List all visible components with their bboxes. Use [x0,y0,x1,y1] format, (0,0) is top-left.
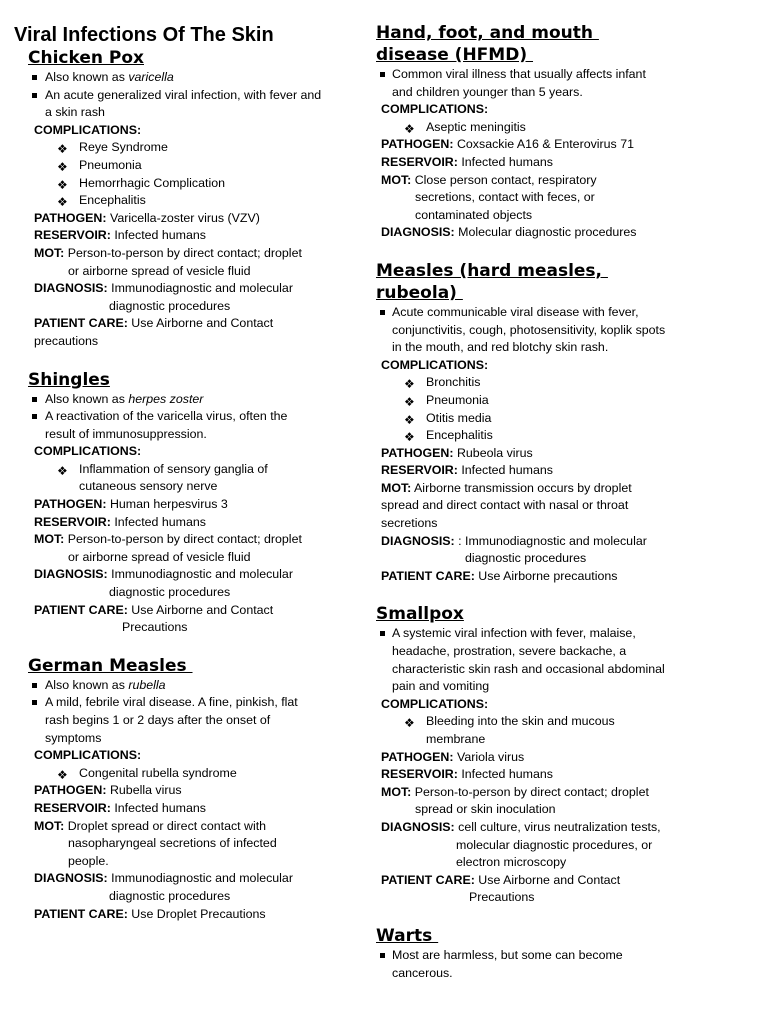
pathogen-row: PATHOGEN: Variola virus [381,749,525,764]
diamond-bullet-icon: ❖ [404,430,415,445]
mot-row: MOT: Person-to-person by direct contact; droplet or airborne spread of vesicle fluid [34,245,302,278]
section-title-shingles: Shingles [28,369,110,390]
list-item: A reactivation of the varicella virus, often the result of immunosuppression. [14,408,344,443]
patient-care-row: PATIENT CARE: Use Airborne and Contact precautions [34,316,274,348]
pathogen-row: PATHOGEN: Human herpesvirus 3 [34,497,228,512]
patient-care-row: PATIENT CARE: Use Airborne and Contact Precautions [381,872,621,905]
list-item: ❖ Bronchitis [376,374,706,392]
list-item: ❖ Congenital rubella syndrome [14,765,344,783]
pathogen-row: PATHOGEN: Rubella virus [34,783,182,798]
complications-list [376,119,706,137]
complications-list [14,461,344,496]
section-title-smallpox: Smallpox [376,604,464,625]
complications-list [376,374,706,444]
reservoir-row: RESERVOIR: Infected humans [34,228,206,243]
diamond-bullet-icon: ❖ [57,142,68,157]
list-item: Also known as varicella [14,69,344,87]
document-title: Viral Infections Of The Skin [14,24,274,46]
reservoir-row: RESERVOIR: Infected humans [381,463,553,478]
square-bullet-icon [32,700,37,705]
section-title-measles: Measles (hard measles, rubeola) [376,260,608,303]
diamond-bullet-icon: ❖ [57,463,68,478]
square-bullet-icon [380,631,385,636]
mot-row: MOT: Close person contact, respiratory secretions, contact with feces, or contaminated objects [381,172,597,222]
square-bullet-icon [32,397,37,402]
square-bullet-icon [380,72,385,77]
list-item: An acute generalized viral infection, with fever and a skin rash [14,87,344,122]
complications-label: COMPLICATIONS: [381,102,489,117]
list-item: ❖ Encephalitis [14,192,344,210]
section-title-german-measles: German Measles [28,655,193,676]
diamond-bullet-icon: ❖ [404,121,415,136]
smallpox-bullets [376,625,706,695]
diamond-bullet-icon: ❖ [404,394,415,409]
chicken-pox-bullets [14,69,344,122]
right-column [376,0,706,982]
diagnosis-row: DIAGNOSIS: Immunodiagnostic and molecular diagnostic procedures [34,871,293,903]
diagnosis-row: DIAGNOSIS: Immunodiagnostic and molecular diagnostic procedures [34,567,293,600]
list-item: Most are harmless, but some can become cancerous. [376,947,706,982]
complications-label: COMPLICATIONS: [381,357,489,372]
complications-label: COMPLICATIONS: [34,748,142,763]
diamond-bullet-icon: ❖ [404,716,415,731]
list-item: Common viral illness that usually affects infant and children younger than 5 years. [376,66,706,101]
square-bullet-icon [32,414,37,419]
list-item: A systemic viral infection with fever, malaise, headache, prostration, severe backache, a characteristic skin rash and occasional abdominal pain and vomiting [376,625,706,695]
mot-row: MOT: Person-to-person by direct contact; droplet or airborne spread of vesicle fluid [34,532,302,564]
square-bullet-icon [32,683,37,688]
pathogen-row: PATHOGEN: Coxsackie A16 & Enterovirus 71 [381,137,634,152]
complications-label: COMPLICATIONS: [381,696,489,711]
list-item: ❖ Reye Syndrome [14,139,344,157]
patient-care-row: PATIENT CARE: Use Airborne precautions [381,568,618,583]
complications-list [14,765,344,783]
warts-bullets [376,947,706,982]
pathogen-row: PATHOGEN: Rubeola virus [381,445,533,460]
list-item: ❖ Pneumonia [376,392,706,410]
diamond-bullet-icon: ❖ [57,767,68,782]
list-item: ❖ Pneumonia [14,157,344,175]
mot-row: MOT: Droplet spread or direct contact with nasopharyngeal secretions of infected people. [34,818,277,868]
list-item: ❖ Bleeding into the skin and mucous membrane [404,714,615,746]
diagnosis-row: DIAGNOSIS: Molecular diagnostic procedures [381,225,637,240]
list-item: ❖ Hemorrhagic Complication [14,175,344,193]
diagnosis-row: DIAGNOSIS: : Immunodiagnostic and molecular diagnostic procedures [381,533,647,566]
diagnosis-row: DIAGNOSIS: cell culture, virus neutralization tests, molecular diagnostic procedures, or electron microscopy [381,819,661,870]
square-bullet-icon [32,75,37,80]
complications-label: COMPLICATIONS: [34,122,142,137]
square-bullet-icon [380,310,385,315]
patient-care-row: PATIENT CARE: Use Droplet Precautions [34,906,266,921]
diagnosis-row: DIAGNOSIS: Immunodiagnostic and molecular diagnostic procedures [34,281,293,313]
list-item: Also known as rubella [14,677,344,695]
diamond-bullet-icon: ❖ [57,177,68,192]
complications-list [376,713,706,748]
reservoir-row: RESERVOIR: Infected humans [34,514,206,529]
pathogen-row: PATHOGEN: Varicella-zoster virus (VZV) [34,210,260,225]
section-title-chicken-pox: Chicken Pox [28,48,144,68]
reservoir-row: RESERVOIR: Infected humans [34,800,206,815]
diamond-bullet-icon: ❖ [57,195,68,210]
list-item: ❖ Otitis media [376,410,706,428]
diamond-bullet-icon: ❖ [57,159,68,174]
reservoir-row: RESERVOIR: Infected humans [381,154,553,169]
left-column [14,0,344,923]
complications-list [14,139,344,209]
list-item: Also known as herpes zoster [14,391,344,409]
mot-row: MOT: Person-to-person by direct contact; droplet spread or skin inoculation [381,784,649,817]
section-title-warts: Warts [376,925,439,946]
hfmd-bullets [376,66,706,101]
reservoir-row: RESERVOIR: Infected humans [381,767,553,782]
section-title-hfmd: Hand, foot, and mouth disease (HFMD) [376,23,599,65]
diamond-bullet-icon: ❖ [404,412,415,427]
list-item: ❖ Encephalitis [376,427,706,445]
shingles-bullets [14,391,344,444]
patient-care-row: PATIENT CARE: Use Airborne and Contact Precautions [34,602,274,635]
square-bullet-icon [380,953,385,958]
german-measles-bullets [14,677,344,747]
mot-row: MOT: Airborne transmission occurs by droplet spread and direct contact with nasal or throat secretions [381,480,632,531]
list-item: ❖ Aseptic meningitis [376,119,706,137]
measles-bullets [376,304,706,357]
complications-label: COMPLICATIONS: [34,444,142,459]
square-bullet-icon [32,93,37,98]
list-item: ❖ Inflammation of sensory ganglia of cutaneous sensory nerve [57,461,268,494]
list-item: A mild, febrile viral disease. A fine, pinkish, flat rash begins 1 or 2 days after the onset of symptoms [14,694,344,747]
diamond-bullet-icon: ❖ [404,377,415,392]
list-item: Acute communicable viral disease with fever, conjunctivitis, cough, photosensitivity, koplik spots in the mouth, and red blotchy skin rash. [376,304,706,357]
